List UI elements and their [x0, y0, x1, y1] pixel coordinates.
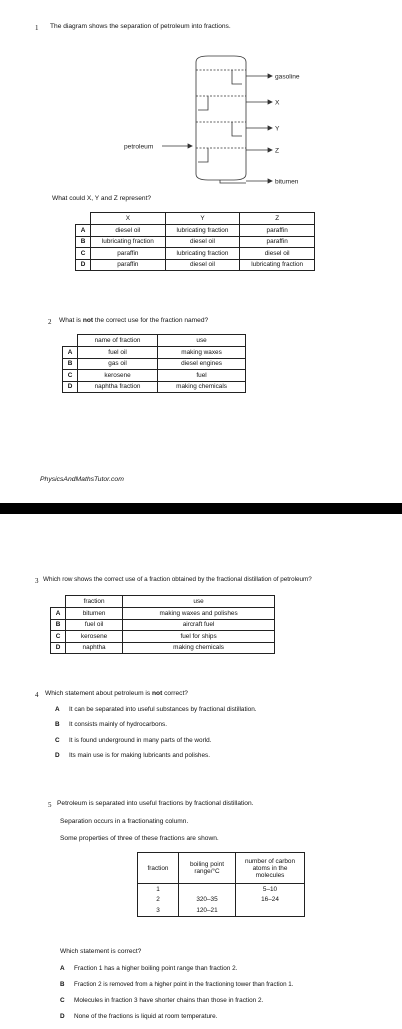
- table-cell: [236, 905, 305, 916]
- q2-text: [59, 317, 208, 324]
- table-row: [63, 381, 246, 393]
- table-row: [51, 608, 275, 620]
- row-key: C: [51, 631, 66, 643]
- table-cell: 2: [138, 895, 179, 906]
- q2-text-after: the correct use for the fraction named?: [93, 317, 209, 324]
- q4-option[interactable]: [55, 737, 211, 744]
- q1-prompt: What could X, Y and Z represent?: [52, 195, 152, 202]
- table-cell: kerosene: [66, 631, 123, 643]
- header-cell: use: [158, 335, 246, 347]
- option-text: It is found underground in many parts of the world.: [69, 737, 212, 744]
- z-label: Z: [275, 147, 280, 155]
- table-row: [76, 225, 315, 237]
- q5-number: 5: [48, 801, 52, 809]
- q4-option[interactable]: [55, 752, 210, 759]
- table-row: [51, 619, 275, 631]
- corner-cell: [76, 213, 91, 225]
- table-cell: naphtha fraction: [78, 381, 158, 393]
- table-cell: fuel: [158, 370, 246, 382]
- page-divider: [0, 503, 402, 514]
- row-key: B: [51, 619, 66, 631]
- page-1: [0, 0, 402, 503]
- option-key: D: [55, 752, 60, 759]
- table-cell: diesel oil: [165, 259, 240, 271]
- option-text: Its main use is for making lubricants and polishes.: [69, 752, 211, 759]
- corner-cell: [63, 335, 78, 347]
- table-row: [51, 642, 275, 654]
- petroleum-label: petroleum: [124, 143, 154, 151]
- header-cell: Z: [240, 213, 315, 225]
- fractionating-column-diagram: [110, 50, 320, 190]
- table-cell: paraffin: [240, 236, 315, 248]
- q4-option[interactable]: [55, 721, 167, 728]
- header-cell: Y: [165, 213, 240, 225]
- q4-text-before: Which statement about petroleum is: [45, 690, 153, 697]
- q5-option[interactable]: [60, 965, 237, 972]
- q4-number: 4: [35, 691, 39, 699]
- header-cell: use: [123, 596, 275, 608]
- page-2: [0, 514, 402, 1029]
- x-label: X: [275, 99, 280, 107]
- table-header-row: [63, 335, 246, 347]
- row-key: A: [51, 608, 66, 620]
- row-key: A: [76, 225, 91, 237]
- q2-table: [62, 334, 246, 393]
- table-cell: fuel for ships: [123, 631, 275, 643]
- table-cell: lubricating fraction: [165, 248, 240, 260]
- option-key: C: [55, 737, 60, 744]
- watermark: PhysicsAndMathsTutor.com: [40, 476, 124, 483]
- row-key: B: [63, 358, 78, 370]
- table-cell: 5–10: [236, 884, 305, 895]
- q2-number: 2: [48, 318, 52, 326]
- table-row: [138, 895, 305, 906]
- table-cell: lubricating fraction: [240, 259, 315, 271]
- y-label: Y: [275, 125, 280, 133]
- option-key: B: [55, 721, 60, 728]
- option-key: B: [60, 981, 65, 988]
- table-cell: 120–21: [179, 905, 236, 916]
- q3-number: 3: [35, 577, 39, 585]
- table-row: [76, 248, 315, 260]
- table-cell: 320–35: [179, 895, 236, 906]
- q5-option[interactable]: [60, 1013, 218, 1020]
- q5-option[interactable]: [60, 997, 263, 1004]
- table-row: [63, 358, 246, 370]
- table-header-row: [138, 853, 305, 884]
- gasoline-label: gasoline: [275, 73, 300, 81]
- corner-cell: [51, 596, 66, 608]
- q4-text: [45, 690, 188, 697]
- table-cell: paraffin: [91, 259, 166, 271]
- table-row: [76, 259, 315, 271]
- table-row: [138, 884, 305, 895]
- option-text: Fraction 1 has a higher boiling point range than fraction 2.: [74, 965, 238, 972]
- q1-text: The diagram shows the separation of petroleum into fractions.: [50, 23, 231, 30]
- header-cell: X: [91, 213, 166, 225]
- table-row: [51, 631, 275, 643]
- table-cell: fuel oil: [78, 347, 158, 359]
- table-row: [76, 236, 315, 248]
- row-key: D: [51, 642, 66, 654]
- q5-line3: Some properties of three of these fractions are shown.: [60, 835, 219, 842]
- q5-option[interactable]: [60, 981, 293, 988]
- table-cell: lubricating fraction: [165, 225, 240, 237]
- table-cell: diesel oil: [240, 248, 315, 260]
- table-header-row: [76, 213, 315, 225]
- q5-text: Petroleum is separated into useful fractions by fractional distillation.: [57, 800, 254, 807]
- option-text: Fraction 2 is removed from a higher point in the fractioning tower than fraction 1.: [74, 981, 294, 988]
- table-cell: making waxes: [158, 347, 246, 359]
- table-cell: lubricating fraction: [91, 236, 166, 248]
- q1-number: 1: [35, 24, 39, 32]
- table-header-row: [51, 596, 275, 608]
- q4-option[interactable]: [55, 706, 257, 713]
- q5-prompt: Which statement is correct?: [60, 948, 142, 955]
- table-cell: diesel oil: [165, 236, 240, 248]
- table-cell: paraffin: [91, 248, 166, 260]
- q4-text-bold: not: [152, 690, 163, 697]
- option-key: C: [60, 997, 65, 1004]
- table-cell: making chemicals: [123, 642, 275, 654]
- table-cell: fuel oil: [66, 619, 123, 631]
- q2-text-before: What is: [59, 317, 83, 324]
- row-key: B: [76, 236, 91, 248]
- header-cell: number of carbon atoms in the molecules: [236, 853, 305, 884]
- table-row: [63, 347, 246, 359]
- row-key: C: [76, 248, 91, 260]
- row-key: D: [63, 381, 78, 393]
- table-cell: paraffin: [240, 225, 315, 237]
- header-cell: boiling point range/°C: [179, 853, 236, 884]
- table-cell: making waxes and polishes: [123, 608, 275, 620]
- option-key: D: [60, 1013, 65, 1020]
- table-cell: diesel engines: [158, 358, 246, 370]
- table-cell: 1: [138, 884, 179, 895]
- table-cell: making chemicals: [158, 381, 246, 393]
- row-key: C: [63, 370, 78, 382]
- q3-table: [50, 595, 275, 654]
- table-cell: 3: [138, 905, 179, 916]
- table-cell: [179, 884, 236, 895]
- table-cell: diesel oil: [91, 225, 166, 237]
- header-cell: name of fraction: [78, 335, 158, 347]
- option-text: It consists mainly of hydrocarbons.: [69, 721, 168, 728]
- q5-line2: Separation occurs in a fractionating column.: [60, 818, 189, 825]
- table-cell: gas oil: [78, 358, 158, 370]
- bitumen-label: bitumen: [275, 178, 299, 186]
- q1-table: [75, 212, 315, 271]
- option-text: None of the fractions is liquid at room temperature.: [74, 1013, 218, 1020]
- table-row: [138, 905, 305, 916]
- q2-text-bold: not: [82, 317, 94, 324]
- option-key: A: [55, 706, 60, 713]
- table-row: [63, 370, 246, 382]
- header-cell: fraction: [66, 596, 123, 608]
- table-cell: bitumen: [66, 608, 123, 620]
- table-cell: kerosene: [78, 370, 158, 382]
- option-text: It can be separated into useful substances by fractional distillation.: [69, 706, 257, 713]
- q5-table: [137, 852, 305, 917]
- option-key: A: [60, 965, 65, 972]
- table-cell: 16–24: [236, 895, 305, 906]
- q3-text: Which row shows the correct use of a fraction obtained by the fractional distillation of petroleum?: [43, 576, 312, 583]
- option-text: Molecules in fraction 3 have shorter chains than those in fraction 2.: [74, 997, 264, 1004]
- q4-text-after: correct?: [162, 690, 188, 697]
- row-key: A: [63, 347, 78, 359]
- table-cell: naphtha: [66, 642, 123, 654]
- row-key: D: [76, 259, 91, 271]
- header-cell: fraction: [138, 853, 179, 884]
- table-cell: aircraft fuel: [123, 619, 275, 631]
